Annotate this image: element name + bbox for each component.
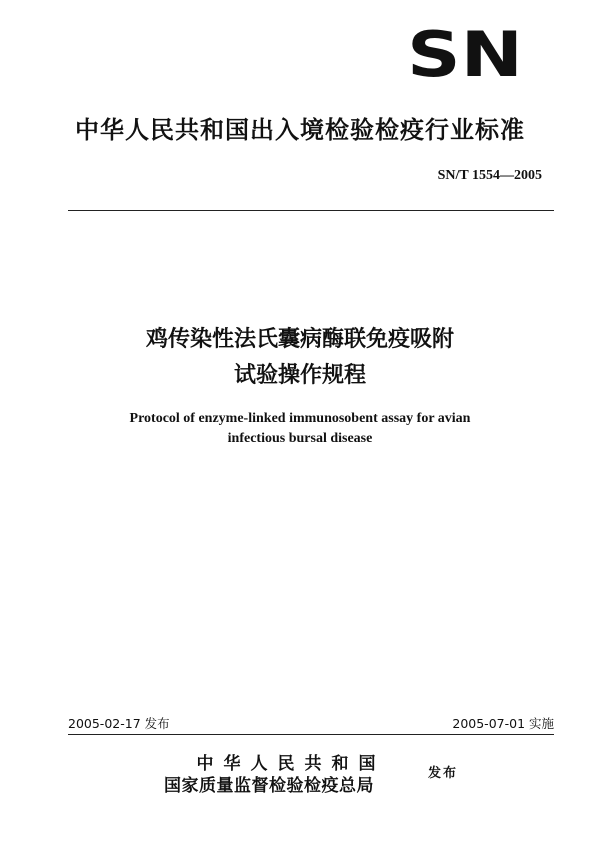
standard-number: SN/T 1554—2005 xyxy=(437,168,542,183)
sn-logo-text: SN xyxy=(407,28,523,80)
sn-logo xyxy=(406,28,524,80)
industry-title: 中华人民共和国出入境检验检疫行业标准 xyxy=(75,116,525,144)
effective-date: 2005-07-01 实施 xyxy=(452,716,554,731)
english-title-line-1: Protocol of enzyme-linked immunosobent assay for avian xyxy=(129,411,471,426)
publish-label: 发布 xyxy=(428,766,459,781)
sn-logo-graphic xyxy=(406,28,524,80)
bottom-divider xyxy=(68,734,554,735)
chinese-title-line-1: 鸡传染性法氏囊病酶联免疫吸附 xyxy=(145,327,454,352)
issue-date: 2005-02-17 发布 xyxy=(68,716,170,731)
issuer-agency: 国家质量监督检验检疫总局 xyxy=(164,776,374,796)
issuer-country: 中华人民共和国 xyxy=(196,754,386,774)
top-divider xyxy=(68,210,554,211)
chinese-title-line-2: 试验操作规程 xyxy=(233,363,366,388)
english-title-line-2: infectious bursal disease xyxy=(227,431,373,446)
